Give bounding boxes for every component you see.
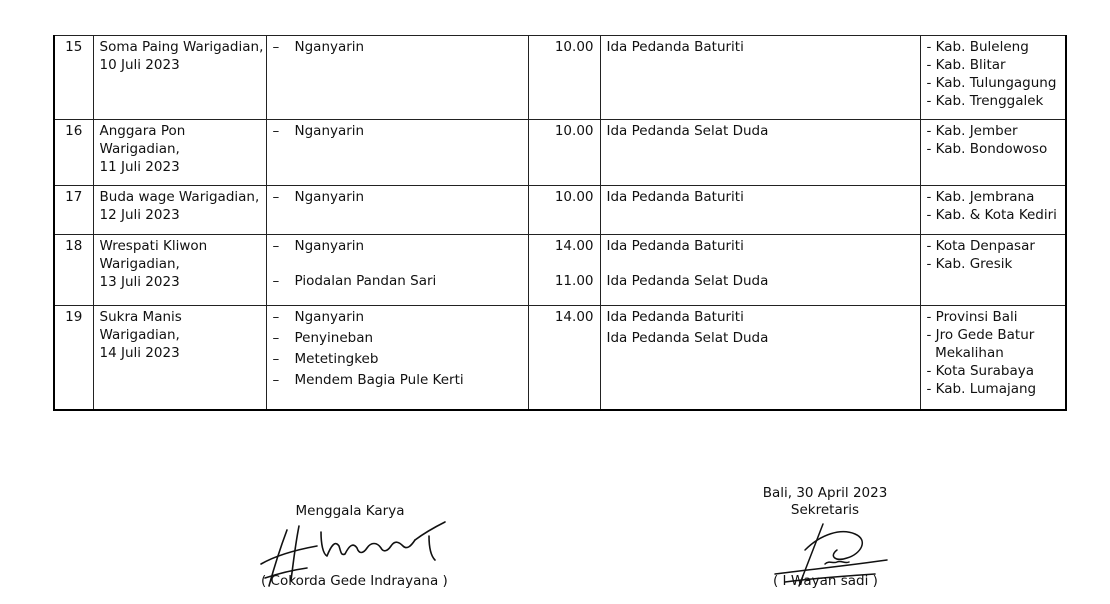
activity-text: Nganyarin (294, 39, 365, 55)
day-line: 11 Juli 2023 (99, 159, 180, 175)
time-value: 14.00 (554, 309, 594, 325)
table-row (54, 186, 1066, 235)
day-date-cell (93, 306, 266, 410)
location-line: - Kab. Trenggalek (926, 93, 1044, 109)
activity-text: Nganyarin (294, 189, 365, 205)
activity-dash: – (272, 330, 280, 346)
day-line: Anggara Pon (99, 123, 186, 139)
activity-dash: – (272, 238, 280, 254)
day-date-cell (93, 186, 266, 235)
location-line: - Kab. Bondowoso (926, 141, 1048, 157)
priest-name: Ida Pedanda Baturiti (606, 238, 744, 254)
activity-text: Metetingkeb (294, 351, 379, 367)
priest-cell (600, 186, 920, 235)
signature-block-right (720, 485, 930, 519)
activity-item (273, 237, 522, 255)
activity-dash: – (272, 39, 280, 55)
day-line: Warigadian, (99, 141, 180, 157)
signer-name-right: ( I Wayan sadi ) (773, 573, 878, 589)
table-row (54, 306, 1066, 410)
activity-dash: – (272, 123, 280, 139)
location-line: - Kab. Gresik (926, 256, 1013, 272)
time-value: 14.00 (554, 238, 594, 254)
priest-name: Ida Pedanda Selat Duda (606, 123, 769, 139)
location-line: Mekalihan (926, 345, 1004, 361)
activity-item (273, 188, 522, 206)
time-cell (528, 186, 600, 235)
activity-item (273, 329, 522, 347)
table-row (54, 120, 1066, 186)
signer-title: Menggala Karya (295, 503, 405, 519)
day-line: Soma Paing Warigadian, (99, 39, 264, 55)
activity-item (273, 122, 522, 140)
day-line: Sukra Manis (99, 309, 182, 325)
table-row (54, 235, 1066, 306)
location-cell (920, 235, 1066, 306)
day-line: 13 Juli 2023 (99, 274, 180, 290)
activity-cell (266, 306, 528, 410)
day-date-cell (93, 235, 266, 306)
row-number: 15 (54, 36, 93, 120)
activity-text: Piodalan Pandan Sari (294, 273, 437, 289)
activity-text: Nganyarin (294, 309, 365, 325)
activity-text: Penyineban (294, 330, 374, 346)
day-line: Warigadian, (99, 327, 180, 343)
location-line: - Kab. Jembrana (926, 189, 1035, 205)
location-line: - Provinsi Bali (926, 309, 1018, 325)
time-cell (528, 36, 600, 120)
signature-place-date: Bali, 30 April 2023 (762, 485, 888, 501)
location-cell (920, 306, 1066, 410)
time-cell (528, 235, 600, 306)
priest-cell (600, 235, 920, 306)
time-value: 10.00 (554, 39, 594, 55)
location-cell (920, 120, 1066, 186)
location-line: - Kota Surabaya (926, 363, 1035, 379)
activity-text: Mendem Bagia Pule Kerti (294, 372, 464, 388)
location-line: - Kab. Blitar (926, 57, 1006, 73)
activity-dash: – (272, 351, 280, 367)
priest-name: Ida Pedanda Baturiti (606, 309, 744, 325)
activity-item (273, 350, 522, 368)
location-line: - Kab. Tulungagung (926, 75, 1057, 91)
signer-title: Sekretaris (790, 502, 860, 518)
location-line: - Jro Gede Batur (926, 327, 1035, 343)
priest-cell (600, 120, 920, 186)
activity-item (273, 308, 522, 326)
signer-name-left: ( Cokorda Gede Indrayana ) (261, 573, 448, 589)
time-cell (528, 120, 600, 186)
day-line: Wrespati Kliwon (99, 238, 208, 254)
priest-name: Ida Pedanda Selat Duda (606, 330, 769, 346)
priest-name: Ida Pedanda Baturiti (606, 39, 744, 55)
activity-item (273, 272, 522, 290)
activity-cell (266, 36, 528, 120)
time-value: 10.00 (554, 123, 594, 139)
row-number: 19 (54, 306, 93, 410)
schedule-table (53, 35, 1067, 411)
priest-name: Ida Pedanda Selat Duda (606, 273, 769, 289)
activity-text: Nganyarin (294, 123, 365, 139)
day-line: 12 Juli 2023 (99, 207, 180, 223)
activity-text: Nganyarin (294, 238, 365, 254)
table-row (54, 36, 1066, 120)
row-number: 18 (54, 235, 93, 306)
activity-item (273, 371, 522, 389)
location-line: - Kota Denpasar (926, 238, 1035, 254)
row-number: 17 (54, 186, 93, 235)
activity-cell (266, 120, 528, 186)
location-line: - Kab. Buleleng (926, 39, 1029, 55)
location-cell (920, 186, 1066, 235)
location-line: - Kab. & Kota Kediri (926, 207, 1057, 223)
time-cell (528, 306, 600, 410)
location-cell (920, 36, 1066, 120)
time-value: 11.00 (554, 273, 594, 289)
activity-dash: – (272, 189, 280, 205)
activity-dash: – (272, 273, 280, 289)
location-line: - Kab. Jember (926, 123, 1018, 139)
row-number: 16 (54, 120, 93, 186)
activity-dash: – (272, 309, 280, 325)
activity-cell (266, 186, 528, 235)
activity-item (273, 38, 522, 56)
day-date-cell (93, 36, 266, 120)
priest-name: Ida Pedanda Baturiti (606, 189, 744, 205)
day-line: Buda wage Warigadian, (99, 189, 260, 205)
location-line: - Kab. Lumajang (926, 381, 1037, 397)
priest-cell (600, 36, 920, 120)
day-line: 14 Juli 2023 (99, 345, 180, 361)
day-line: Warigadian, (99, 256, 180, 272)
day-date-cell (93, 120, 266, 186)
activity-dash: – (272, 372, 280, 388)
activity-cell (266, 235, 528, 306)
time-value: 10.00 (554, 189, 594, 205)
priest-cell (600, 306, 920, 410)
day-line: 10 Juli 2023 (99, 57, 180, 73)
